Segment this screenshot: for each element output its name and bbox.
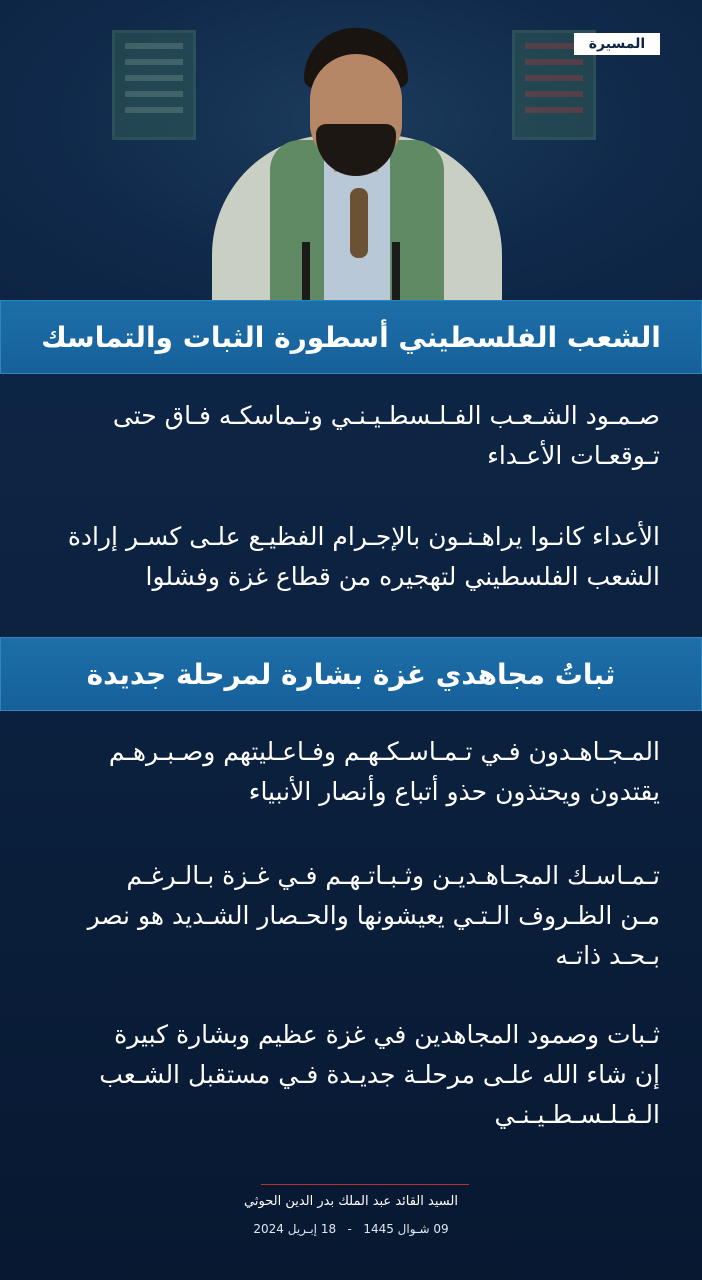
text-line: ثـبات وصمود المجاهدين في غزة عظيم وبشارة كبيرة xyxy=(114,1020,660,1049)
text-line: إن شاء الله علـى مرحلـة جديـدة فـي مستقبل الشـعب xyxy=(99,1060,660,1089)
text-line: مـن الظـروف الـتـي يعيشونها والحـصار الشـديد هو نصر xyxy=(87,901,660,930)
text-line: بـحـد ذاتـه xyxy=(555,941,660,970)
section-2-paragraph-3 xyxy=(40,1015,660,1135)
heading-banner-2 xyxy=(0,637,702,711)
heading-1: الشعب الفلسطيني أسطورة الثبات والتماسك xyxy=(41,320,661,354)
text-line: تـوقعـات الأعـداء xyxy=(487,441,660,470)
text-line: صـمـود الشـعـب الفـلـسطـيـنـي وتـماسكـه فـاق حتى xyxy=(112,401,660,430)
section-1-paragraph-1 xyxy=(40,396,660,476)
text-line: الشعب الفلسطيني لتهجيره من قطاع غزة وفشلوا xyxy=(145,562,660,591)
text-line: الأعداء كانـوا يراهـنـون بالإجـرام الفظيـع علـى كسـر إرادة xyxy=(67,522,660,551)
section-1-paragraph-2 xyxy=(40,517,660,597)
text-line: تـمـاسـك المجـاهـديـن وثـبـاتـهـم فـي غـزة بـالـرغـم xyxy=(126,861,660,890)
text-line: الـفـلـسـطـيـنـي xyxy=(494,1100,660,1129)
section-2-paragraph-2 xyxy=(40,856,660,976)
speaker-figure xyxy=(212,28,502,300)
text-line: المـجـاهـدون فـي تـمـاسـكـهـم وفـاعـليتهم وصـبـرهـم xyxy=(108,737,660,766)
channel-logo: المسيرة xyxy=(574,33,660,55)
text-line: يقتدون ويحتذون حذو أتباع وأنصار الأنبياء xyxy=(248,777,660,806)
speaker-photo xyxy=(0,0,702,300)
author-name: السيد القائد عبد الملك بدر الدين الحوثي xyxy=(244,1194,458,1209)
footer-divider xyxy=(261,1184,469,1185)
heading-banner-1 xyxy=(0,300,702,374)
date-line: 09 شـوال 1445 - 18 إبـريل 2024 xyxy=(253,1222,449,1236)
section-2-paragraph-1 xyxy=(40,732,660,812)
heading-2: ثباتُ مجاهدي غزة بشارة لمرحلة جديدة xyxy=(86,657,616,691)
wall-frame-left xyxy=(112,30,196,140)
